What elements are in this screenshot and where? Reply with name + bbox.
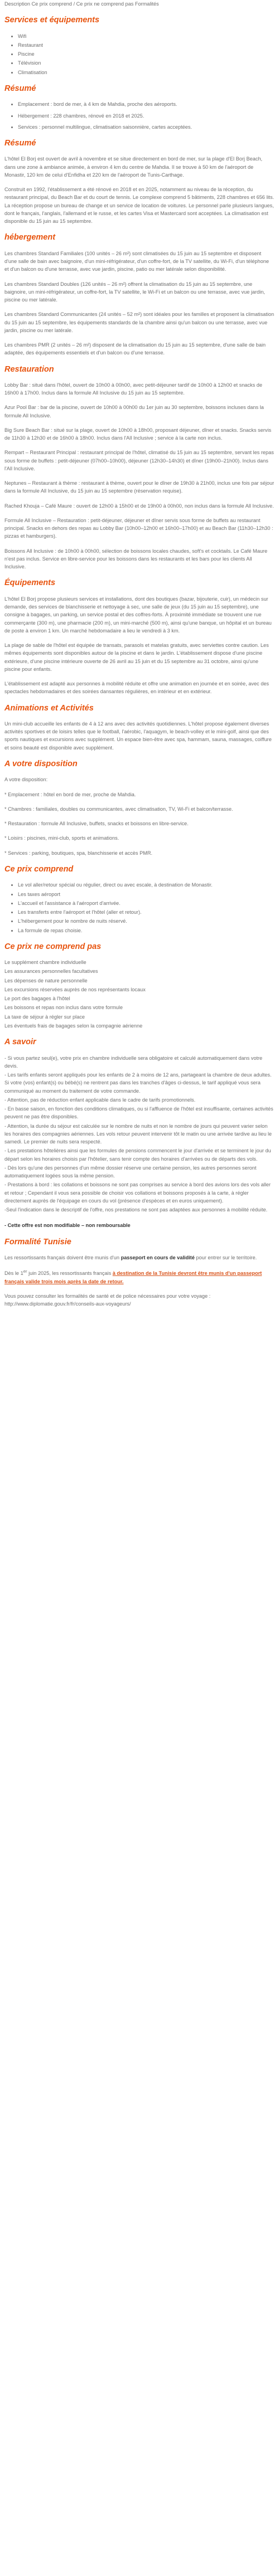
- savoir-paragraph: - Dès lors qu'une des personnes d'un même dossier réserve une certaine pension, les autres personnes seront automatiquement logées sous la même pension.: [4, 1165, 257, 1179]
- disposition-title: A votre disposition: [4, 759, 78, 768]
- comprend-item: • La formule de repas choisie.: [18, 927, 275, 934]
- disposition-paragraph: * Chambres : familiales, doubles ou communicantes, avec climatisation, TV, Wi-Fi et balcon/terrasse.: [4, 806, 233, 812]
- savoir-paragraph: - Attention, pas de réduction enfant applicable dans le cadre de tarifs promotionnels.: [4, 1097, 196, 1103]
- formalite-sup: er: [23, 1269, 27, 1274]
- services-section: [4, 16, 275, 76]
- formalite-paragraph[interactable]: Vous pouvez consulter les formalités de santé et de police nécessaires pour votre voyage : http://www.diplomatie.gouv.fr/fr/conseils-aux-voyageurs/: [4, 1293, 211, 1307]
- restauration-title: Restauration: [4, 364, 54, 374]
- animations-paragraph: Un mini-club accueille les enfants de 4 à 12 ans avec des activités quotidiennes. L'hôtel propose également diverses activités sportives et de loisirs telles que le football, l'aérobic, l'aquagym, le beach-volley et le mini-golf, ainsi que des sports nautiques et excursions avec supplément. Un espace bien-être avec spa, hammam, sauna, massages, coiffure et soins beauté est disponible avec supplément.: [4, 720, 272, 751]
- resume-paragraph: L'hôtel El Borj est ouvert de avril à novembre et se situe directement en bord de mer, sur la plage d'El Borj Beach, dans une zone à ambiance animée, à environ 4 km du centre de Mahdia. Il se trouve à 50 km de l'aéroport de Monastir, 120 km de celui d'Enfidha et 220 km de l'aéroport de Tunis-Carthage.: [4, 156, 263, 178]
- disposition-section: [4, 759, 275, 857]
- savoir-paragraph: - Si vous partez seul(e), votre prix en chambre individuelle sera obligatoire et calculé automatiquement dans votre devis.: [4, 1055, 263, 1069]
- hebergement-paragraph: Les chambres Standard Familiales (100 unités – 26 m²) sont climatisées du 15 juin au 15 septembre et disposent d'une salle de bain avec baignoire, d'un mini-réfrigérateur, d'un coffre-fort, de la TV satellite, du Wi-Fi, d'un téléphone et d'un balcon ou d'une terrasse, avec vue jardin, piscine, patio ou mer latérale selon disponibilité.: [4, 250, 269, 272]
- resume-item: • Hébergement : 228 chambres, rénové en 2018 et 2025.: [18, 112, 275, 120]
- ne-comprend-item: Les excursions réservées auprès de nos représentants locaux: [4, 986, 146, 992]
- resume-paragraph: Construit en 1992, l'établissement a été rénové en 2018 et en 2025, notamment au niveau de la réception, du restaurant principal, du Beach Bar et du court de tennis. Le complexe comprend 5 bâtiments, 228 chambres et 656 lits. La réception propose un bureau de change et un service de location de voitures. Le personnel parle plusieurs langues, dont le français, l'anglais, l'allemand et le russe, et les cartes Visa et Mastercard sont acceptées. La climatisation est disponible du 15 juin au 15 septembre.: [4, 187, 275, 225]
- restauration-section: [4, 365, 275, 571]
- formalite-section: [4, 1238, 275, 1308]
- restauration-paragraph: Lobby Bar : situé dans l'hôtel, ouvert de 10h00 à 00h00, avec petit-déjeuner tardif de 10h00 à 12h00 et snacks de 16h00 à 17h00. Inclus dans la formule All Inclusive du 15 juin au 15 septembre.: [4, 382, 262, 396]
- formalite-emphasis: passeport en cours de validité: [121, 1254, 195, 1260]
- savoir-paragraph: - Prestations à bord : les collations et boissons ne sont pas comprises au service à bord des avions lors des vols aller et retour ; Cependant il vous sera possible de choisir vos collations et boissons proposés à la carte, à régler directement auprès de l'équipage en cours du vol (présence d'espèces et en euros uniquement).: [4, 1182, 271, 1204]
- disposition-paragraph: * Restauration : formule All Inclusive, buffets, snacks et boissons en libre-service.: [4, 821, 189, 827]
- equipements-paragraph: La plage de sable de l'hôtel est équipée de transats, parasols et matelas gratuits, avec serviettes contre caution. Les mêmes équipements sont disponibles autour de la piscine et dans le jardin. L'établissement dispose d'une piscine extérieure, d'une piscine intérieure ouverte de 26 avril au 15 juin et du 15 septembre au 31 octobre, ainsi qu'une piscine pour enfants.: [4, 642, 269, 672]
- ne-comprend-item: Les dépenses de nature personnelle: [4, 977, 88, 983]
- ne-comprend-list: [4, 958, 275, 1030]
- savoir-title: A savoir: [4, 1038, 36, 1047]
- comprend-item: • L'hébergement pour le nombre de nuits réservé.: [18, 917, 275, 925]
- formalite-text: Dès le 1: [4, 1270, 23, 1277]
- comprend-list: [4, 881, 275, 934]
- ne-comprend-item: Les boissons et repas non inclus dans votre formule: [4, 1005, 123, 1011]
- resume-list-section: [4, 84, 275, 131]
- restauration-paragraph: Azur Pool Bar : bar de la piscine, ouvert de 10h00 à 00h00 du 1er juin au 30 septembre, boissons incluses dans la formule All Inclusive.: [4, 405, 264, 418]
- hebergement-paragraph: Les chambres PMR (2 unités – 26 m²) disposent de la climatisation du 15 juin au 15 septembre, d'une salle de bain adaptée, des équipements essentiels et d'un balcon ou d'une terrasse.: [4, 342, 266, 356]
- service-item: • Wifi: [18, 32, 275, 40]
- equipements-paragraph: L'hôtel El Borj propose plusieurs services et installations, dont des boutiques (bazar, bijouterie, cuir), un médecin sur demande, des services de blanchisserie et nettoyage à sec, une salle de jeux (du 15 juin au 15 septembre), une consigne à bagages, un parking, un service postal et des coffres-forts. À proximité immédiate se trouvent une rue commerçante (300 m), une pharmacie (200 m), un mini-marché (500 m), ainsi qu'une banque, un hôpital et un bureau de poste à environ 1 km. Un marché hebdomadaire a lieu le vendredi à 3 km.: [4, 596, 272, 634]
- comprend-item: • L'accueil et l'assistance à l'aéroport d'arrivée.: [18, 899, 275, 907]
- restauration-paragraph: Rempart – Restaurant Principal : restaurant principal de l'hôtel, climatisé du 15 juin au 15 septembre, servant les repas sous forme de buffets : petit-déjeuner (07h00–10h00), déjeuner (12h30–14h30) et dîner (19h00–21h00). Inclus dans l'All Inclusive.: [4, 450, 274, 471]
- service-item: • Climatisation: [18, 69, 275, 76]
- restauration-paragraph: Boissons All Inclusive : de 10h00 à 00h00, sélection de boissons locales chaudes, soft's et cocktails. Le Café Maure n'est pas inclus. Service en libre-service pour les boissons dans les restaurants et les bars pour les clients All Inclusive.: [4, 548, 268, 570]
- formalite-text: pour entrer sur le territoire.: [194, 1254, 257, 1260]
- ne-comprend-section: [4, 942, 275, 1030]
- non-remboursable-note: - Cette offre est non modifiable – non remboursable: [4, 1223, 131, 1229]
- equipements-section: [4, 578, 275, 695]
- hebergement-paragraph: Les chambres Standard Doubles (126 unités – 26 m²) offrent la climatisation du 15 juin au 15 septembre, une baignoire, un mini-réfrigérateur, un coffre-fort, la TV satellite, le Wi-Fi et un balcon ou une terrasse, avec vue jardin, piscine ou mer latérale.: [4, 281, 265, 303]
- ne-comprend-item: Le supplément chambre individuelle: [4, 960, 86, 966]
- formalite-title: Formalité Tunisie: [4, 1237, 71, 1246]
- restauration-paragraph: Neptunes – Restaurant à thème : restaurant à thème, ouvert pour le dîner de 19h30 à 21h00, inclus une fois par séjour dans la formule All Inclusive, du 15 juin au 15 septembre (réservation requise).: [4, 480, 275, 494]
- disposition-paragraph: * Loisirs : piscines, mini-club, sports et animations.: [4, 835, 119, 841]
- resume-item: • Services : personnel multilingue, climatisation saisonnière, cartes acceptées.: [18, 123, 275, 131]
- savoir-list: [4, 1054, 275, 1214]
- services-list: [4, 32, 275, 76]
- hebergement-title: hébergement: [4, 233, 56, 242]
- comprend-item: • Le vol aller/retour spécial ou régulier, direct ou avec escale, à destination de Monastir.: [18, 881, 275, 889]
- animations-section: [4, 704, 275, 752]
- resume-item: • Emplacement : bord de mer, à 4 km de Mahdia, proche des aéroports.: [18, 100, 275, 108]
- disposition-paragraph: A votre disposition:: [4, 777, 48, 783]
- ne-comprend-title: Ce prix ne comprend pas: [4, 942, 102, 951]
- hebergement-paragraph: Les chambres Standard Communicantes (24 unités – 52 m²) sont idéales pour les familles et proposent la climatisation du 15 juin au 15 septembre, les équipements standards de la chambre ainsi qu'un balcon ou une terrasse, avec vue jardin, piscine ou mer latérale.: [4, 311, 275, 333]
- formalite-text: juin 2025, les ressortissants français: [27, 1270, 113, 1277]
- ne-comprend-item: Les éventuels frais de bagages selon la compagnie aérienne: [4, 1022, 143, 1029]
- resume-list: [4, 100, 275, 131]
- ne-comprend-item: La taxe de séjour à régler sur place: [4, 1014, 85, 1020]
- restauration-paragraph: Rached Khouja – Café Maure : ouvert de 12h00 à 15h00 et de 19h00 à 00h00, non inclus dans la formule All Inclusive.: [4, 503, 274, 509]
- comprend-item: • Les taxes aéroport: [18, 890, 275, 898]
- formalite-warning: à destination de la Tunisie devront être munis d'un passeport français valide trois mois après la date de retour.: [4, 1270, 262, 1284]
- comprend-section: [4, 865, 275, 934]
- restauration-paragraph: Big Sure Beach Bar : situé sur la plage, ouvert de 10h00 à 18h00, proposant déjeuner, dîner et snacks. Snacks servis de 11h30 à 12h30 et de 16h00 à 18h00. Inclus dans l'All Inclusive ; service à la carte non inclus.: [4, 427, 272, 441]
- service-item: • Télévision: [18, 59, 275, 67]
- formalite-paragraph: [4, 1254, 275, 1262]
- top-tab-bar-text: Description Ce prix comprend / Ce prix ne comprend pas Formalités: [4, 1, 159, 7]
- formalite-text: Les ressortissants français doivent être munis d'un: [4, 1254, 121, 1260]
- services-title: Services et équipements: [4, 16, 100, 25]
- savoir-paragraph: - Les tarifs enfants seront appliqués pour les enfants de 2 à moins de 12 ans, partageant la chambre de deux adultes. Si votre (vos) enfant(s) ou bébé(s) ne rentrent pas dans les tranches d'âges ci-dessus, le tarif appliqué vous sera communiqué au moment du traitement de votre commande.: [4, 1072, 272, 1094]
- savoir-paragraph: - Les prestations hôtelières ainsi que les formules de pensions commencent le jour d'arrivée et se terminent le jour du départ selon les horaires choisis par l'hôtelier, sans tenir compte des horaires d'arrivées ou de départs des vols.: [4, 1148, 271, 1162]
- resume-list-title: Résumé: [4, 84, 36, 93]
- ne-comprend-item: Le port des bagages à l'hôtel: [4, 996, 70, 1002]
- disposition-paragraph: * Emplacement : hôtel en bord de mer, proche de Mahdia.: [4, 791, 136, 797]
- savoir-paragraph: -Seul l'indication dans le descriptif de l'offre, nos prestations ne sont pas adaptées aux personnes à mobilité réduite.: [4, 1207, 268, 1213]
- comprend-title: Ce prix comprend: [4, 864, 74, 874]
- service-item: • Restaurant: [18, 41, 275, 49]
- formalite-paragraph: [4, 1268, 275, 1285]
- resume-text-section: [4, 139, 275, 225]
- equipements-paragraph: L'établissement est adapté aux personnes à mobilité réduite et offre une animation en journée et en soirée, avec des spectacles hebdomadaires et des soirées dansantes régulières, en intérieur et en extérieur.: [4, 681, 270, 695]
- savoir-paragraph: - Attention, la durée du séjour est calculée sur le nombre de nuits et non le nombre de jours qui peuvent varier selon les horaires des compagnies aériennes. Les vols retour peuvent intervenir tôt le matin ou une arrivée tardive au lieu le samedi. Le premier de nuits sera respecté.: [4, 1123, 272, 1145]
- savoir-paragraph: - En basse saison, en fonction des conditions climatiques, ou si l'affluence de l'hôtel est insuffisante, certaines activités peuvent ne pas être disponibles.: [4, 1106, 273, 1120]
- disposition-paragraph: * Services : parking, boutiques, spa, blanchisserie et accès PMR.: [4, 850, 153, 856]
- animations-title: Animations et Activités: [4, 703, 94, 713]
- savoir-section: [4, 1038, 275, 1214]
- restauration-paragraph: Formule All Inclusive – Restauration : petit-déjeuner, déjeuner et dîner servis sous forme de buffets au restaurant principal. Snacks en dehors des repas au Lobby Bar (10h00–12h00 et 16h00–17h00) et au Beach Bar (11h30–12h30 : pizzas et hamburgers).: [4, 517, 273, 539]
- equipements-title: Équipements: [4, 578, 56, 588]
- ne-comprend-item: Les assurances personnelles facultatives: [4, 968, 98, 975]
- service-item: • Piscine: [18, 50, 275, 58]
- hebergement-section: [4, 233, 275, 357]
- comprend-item: • Les transferts entre l'aéroport et l'hôtel (aller et retour).: [18, 908, 275, 916]
- resume-text-title: Résumé: [4, 139, 36, 148]
